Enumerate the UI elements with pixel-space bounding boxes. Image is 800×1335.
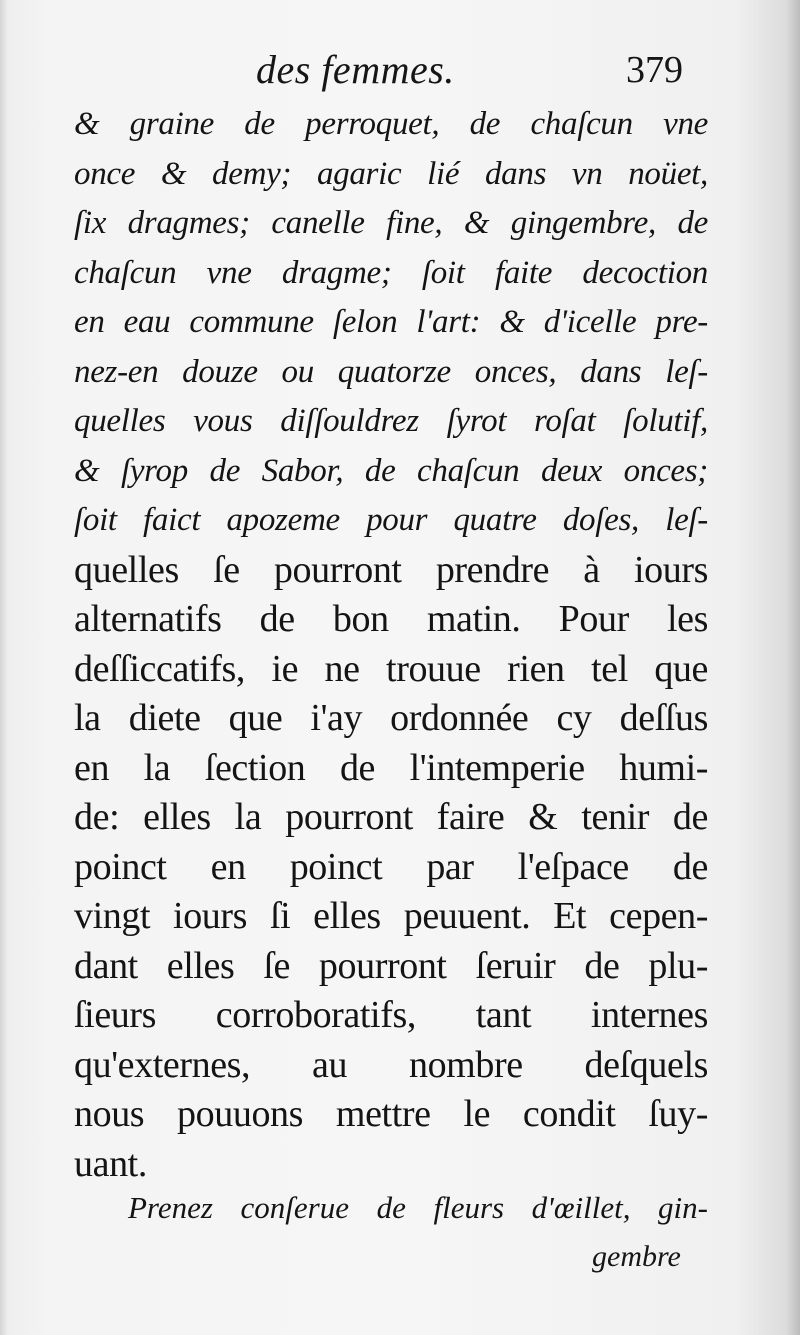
text-line: uant.	[74, 1142, 147, 1185]
text-line: quelles ſe pourront prendre à iours	[74, 548, 708, 591]
text-line: & ſyrop de Sabor, de chaſcun deux onces;	[74, 452, 708, 489]
text-line: poinct en poinct par l'eſpace de	[74, 845, 708, 888]
text-line: nous pouuons mettre le condit ſuy-	[74, 1093, 708, 1135]
text-line: en la ſection de l'intemperie humi-	[74, 746, 708, 789]
text-line: alternatifs de bon matin. Pour les	[74, 598, 708, 640]
text-line: en eau commune ſelon l'art: & d'icelle pre-	[74, 304, 708, 340]
recipe-line: Prenez conſerue de fleurs d'œillet, gin-	[128, 1190, 708, 1225]
page-left-edge	[0, 0, 8, 1335]
text-line: nez-en douze ou quatorze onces, dans leſ-	[74, 353, 708, 390]
text-line: qu'externes, au nombre deſquels	[74, 1043, 708, 1086]
text-line: quelles vous diſſouldrez ſyrot roſat ſolutif,	[74, 403, 708, 439]
text-line: ſieurs corroboratifs, tant internes	[74, 994, 708, 1036]
text-line: chaſcun vne dragme; ſoit faite decoction	[74, 254, 708, 291]
catchword: gembre	[592, 1240, 681, 1273]
text-line: ſoit faict apozeme pour quatre doſes, leſ-	[74, 502, 708, 538]
text-line: once & demy; agaric lié dans vn noüet,	[74, 155, 708, 192]
text-line: dant elles ſe pourront ſeruir de plu-	[74, 944, 708, 987]
text-line: deſſiccatifs, ie ne trouue rien tel que	[74, 647, 708, 690]
page-gutter-shadow	[786, 0, 800, 1335]
running-title: des femmes.	[256, 47, 455, 92]
text-line: & graine de perroquet, de chaſcun vne	[74, 106, 708, 142]
text-line: de: elles la pourront faire & tenir de	[74, 796, 708, 838]
text-line: vingt iours ſi elles peuuent. Et cepen-	[74, 895, 708, 937]
running-head	[0, 40, 800, 100]
page-number: 379	[626, 49, 683, 91]
text-line: ſix dragmes; canelle fine, & gingembre, de	[74, 205, 708, 241]
text-line: la diete que i'ay ordonnée cy deſſus	[74, 697, 708, 739]
body-text	[74, 100, 708, 1189]
